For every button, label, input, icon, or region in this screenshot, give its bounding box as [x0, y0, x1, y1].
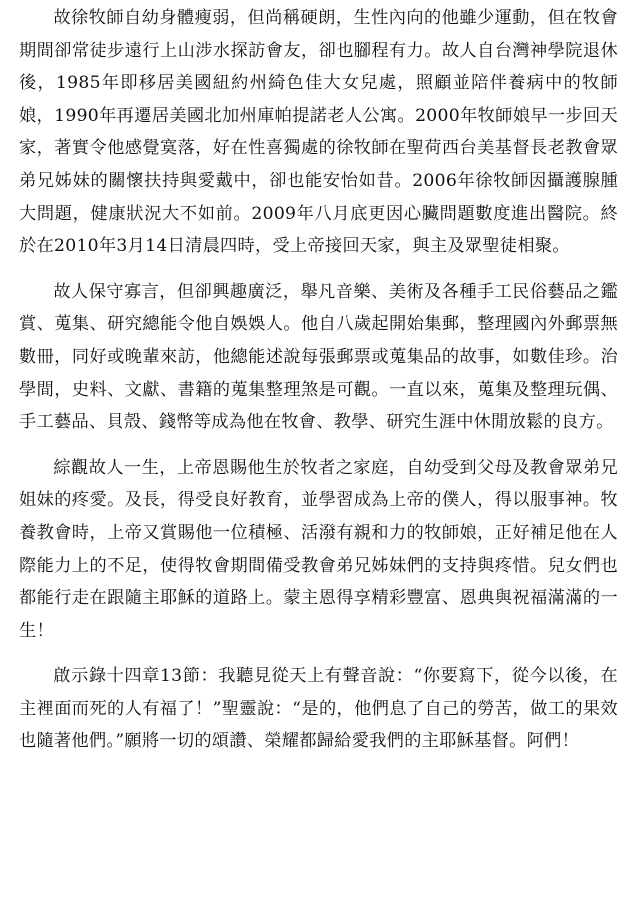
paragraph-life-summary: 綜觀故人一生，上帝恩賜他生於牧者之家庭，自幼受到父母及教會眾弟兄姐妹的疼愛。及長，得受良好教育，並學習成為上帝的僕人，得以服事神。牧養教會時，上帝又賞賜他一位積極、活潑有親和力的牧師娘，正好補足他在人際能力上的不足，使得牧會期間備受教會弟兄姊妹們的支持與疼惜。兒女們也都能行走在跟隨主耶穌的道路上。蒙主恩得享精彩豐富、恩典與祝福滿滿的一生！	[19, 457, 618, 641]
paragraph-hobbies-and-collections: 故人保守寡言，但卻興趣廣泛，舉凡音樂、美術及各種手工民俗藝品之鑑賞、蒐集、研究總能令他自娛娛人。他自八歲起開始集郵，整理國內外郵票無數冊，同好或晚輩來訪，他總能述說每張郵票或蒐集品的故事，如數佳珍。治學間，史料、文獻、書籍的蒐集整理煞是可觀。一直以來，蒐集及整理玩偶、手工藝品、貝殼、錢幣等成為他在牧會、教學、研究生涯中休閒放鬆的良方。	[19, 281, 618, 433]
paragraph-scripture-closing: 啟示錄十四章13節：我聽見從天上有聲音說：“你要寫下，從今以後，在主裡面而死的人有福了！”聖靈說：“是的，他們息了自己的勞苦，做工的果效也隨著他們。”願將一切的頌讚、榮耀都歸給愛我們的主耶穌基督。阿們！	[19, 666, 618, 752]
paragraph-health-and-passing: 故徐牧師自幼身體瘦弱，但尚稱硬朗，生性內向的他雖少運動，但在牧會期間卻常徒步遠行上山涉水探訪會友，卻也腳程有力。故人自台灣神學院退休後，1985年即移居美國紐約州綺色佳大女兒處，照顧並陪伴養病中的牧師娘，1990年再遷居美國北加州庫帕提諾老人公寓。2000年牧師娘早一步回天家，著實令他感覺寞落，好在性喜獨處的徐牧師在聖荷西台美基督長老教會眾弟兄姊妹的關懷扶持與愛戴中，卻也能安怡如昔。2006年徐牧師因攝護腺腫大問題，健康狀況大不如前。2009年八月底更因心臟問題數度進出醫院。終於在2010年3月14日清晨四時，受上帝接回天家，與主及眾聖徒相聚。	[19, 8, 618, 257]
